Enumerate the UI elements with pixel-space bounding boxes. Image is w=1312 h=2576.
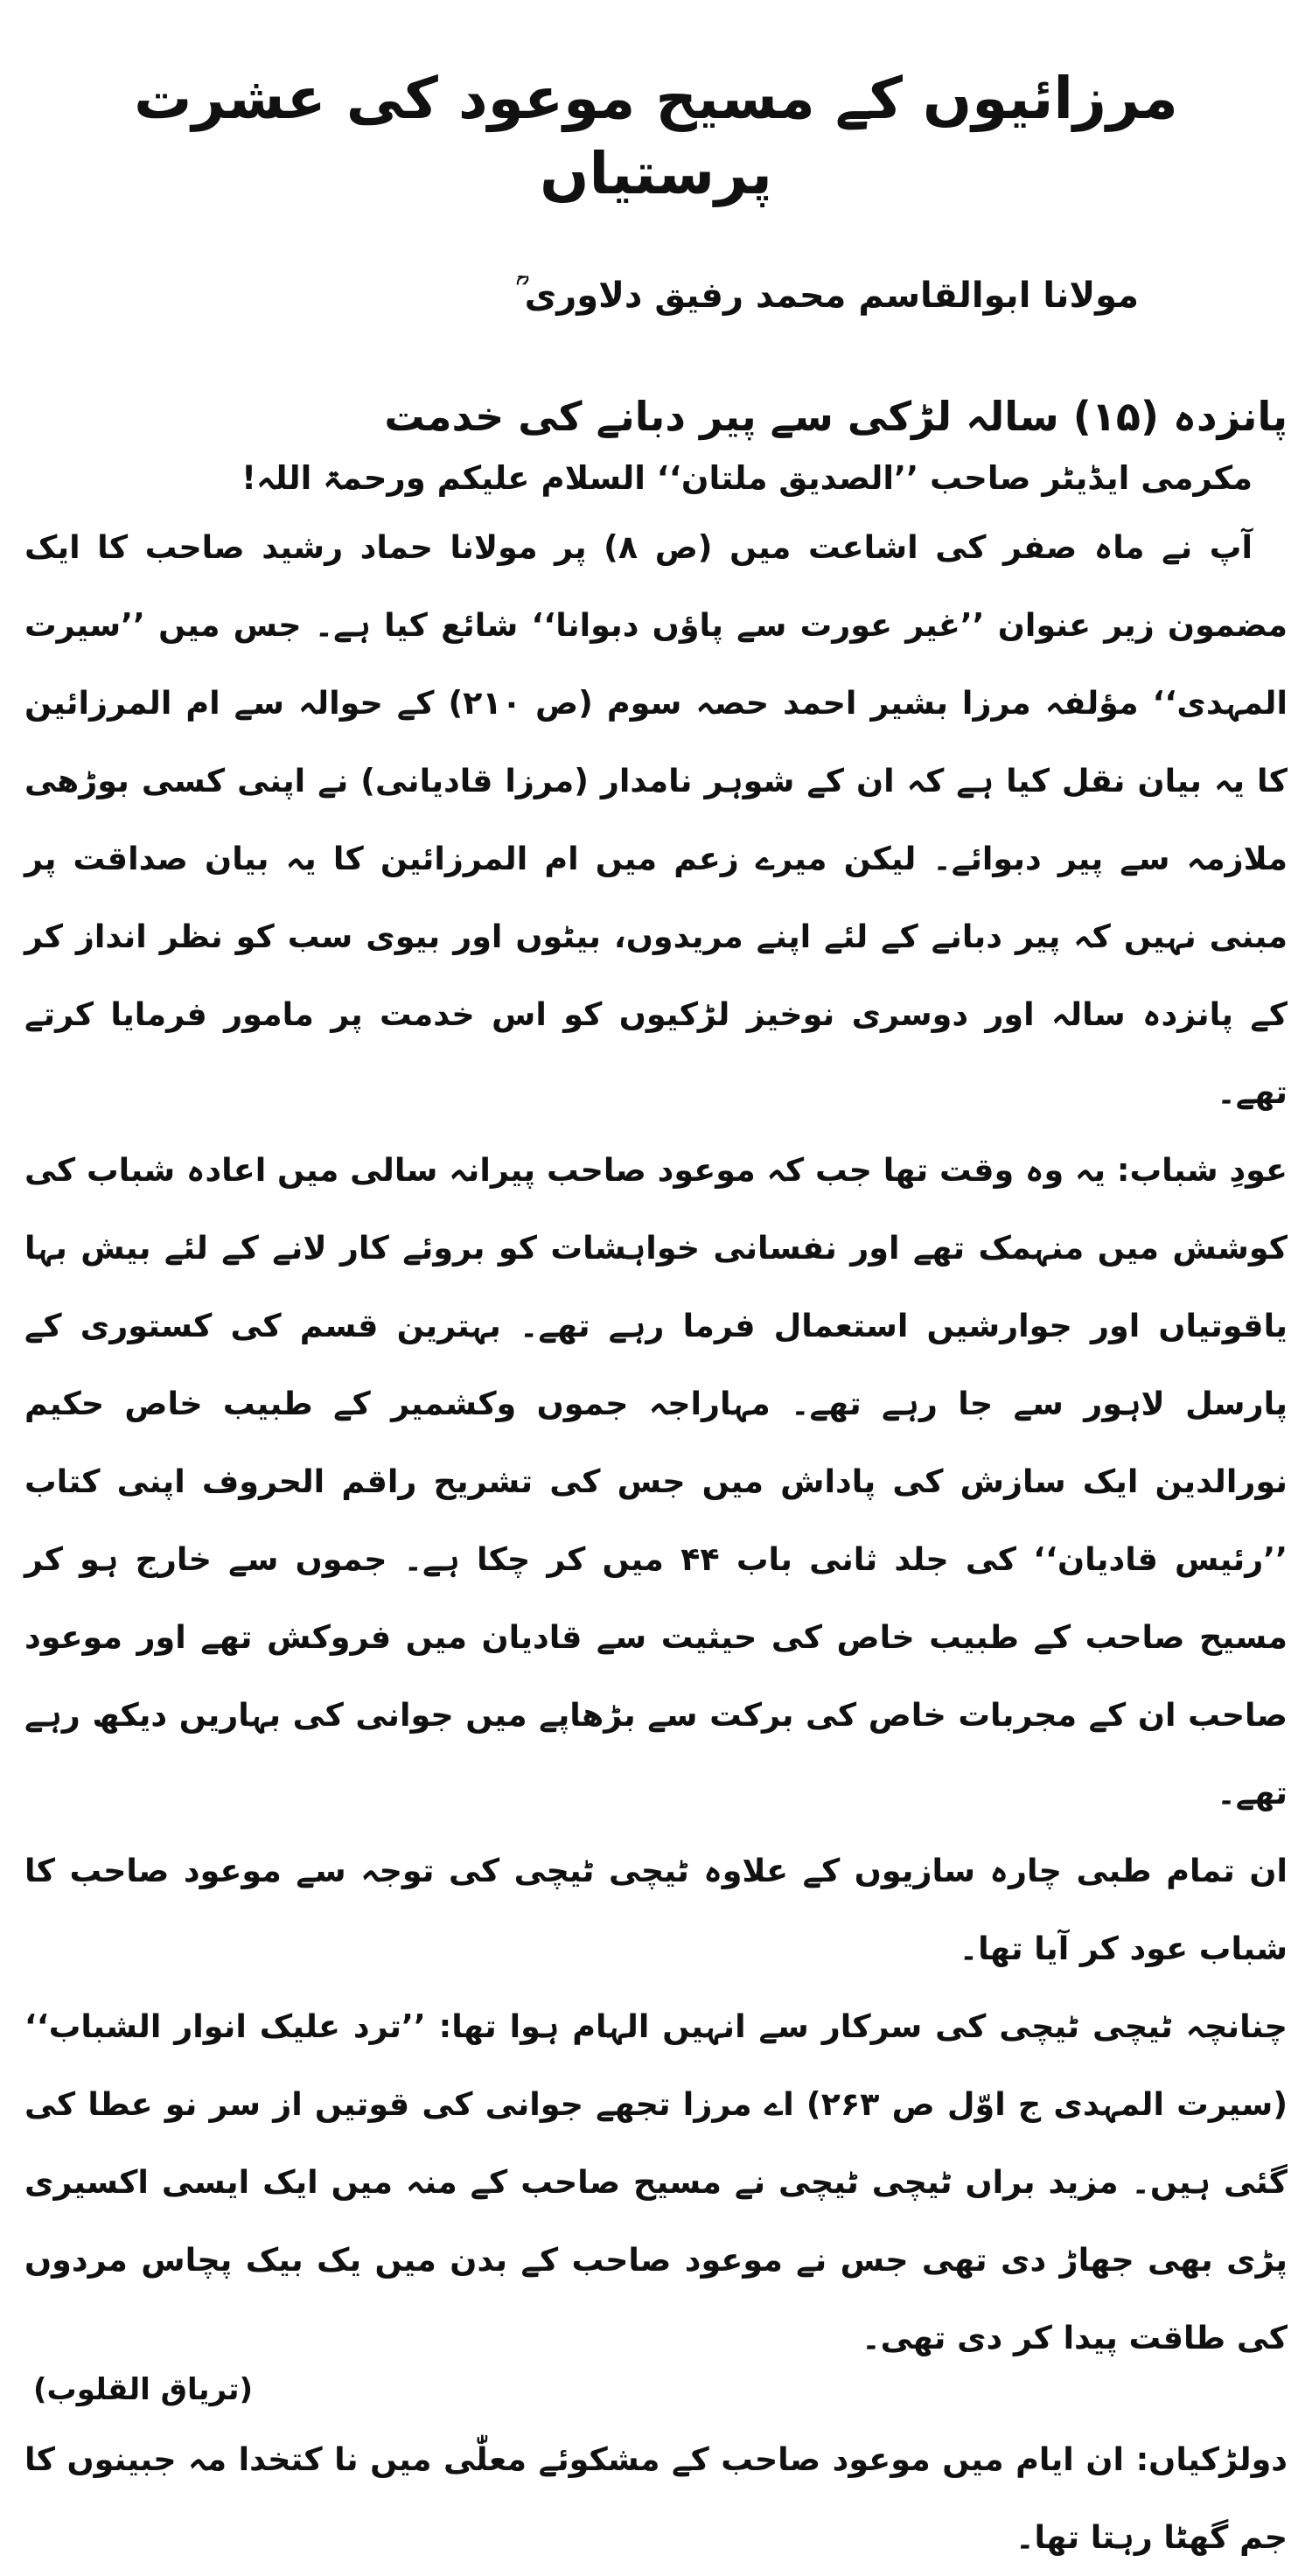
subheading-youth-return: عودِ شباب: xyxy=(1116,1151,1288,1190)
subheading-two-girls: دولڑکیاں: xyxy=(1135,2440,1288,2479)
paragraph-revelation: چنانچہ ٹیچی ٹیچی کی سرکار سے انہیں الہام ہوا تھا: ’’ترد علیک انوار الشباب‘‘ (سیرت المہدی ج اوّل ص ۲۶۳) اے مرزا تجھے جوانی کی قوتیں از سر نو عطا کی گئی ہیں۔ مزید براں ٹیچی ٹیچی نے مسیح صاحب کے منہ میں ایک ایسی اکسیری پڑی بھی جھاڑ دی تھی جس نے موعود صاحب کے بدن میں یک بیک پچاس مردوں کی طاقت پیدا کر دی تھی۔ xyxy=(24,2007,1288,2357)
paragraph-youth-return xyxy=(24,1131,1288,1832)
paragraph-youth-return-text: یہ وہ وقت تھا جب کہ موعود صاحب پیرانہ سالی میں اعادہ شباب کی کوشش میں منہمک تھے اور نفسانی خواہشات کو بروئے کار لانے کے لئے بیش بہا یاقوتیاں اور جوارشیں استعمال فرما رہے تھے۔ بہترین قسم کی کستوری کے پارسل لاہور سے جا رہے تھے۔ مہاراجہ جموں وکشمیر کے طبیب خاص حکیم نورالدین ایک سازش کی پاداش میں جس کی تشریح راقم الحروف اپنی کتاب ’’رئیس قادیان‘‘ کی جلد ثانی باب ۴۴ میں کر چکا ہے۔ جموں سے خارج ہو کر مسیح صاحب کے طبیب خاص کی حیثیت سے قادیان میں فروکش تھے اور موعود صاحب ان کے مجربات خاص کی برکت سے بڑھاپے میں جوانی کی بہاریں دیکھ رہے تھے۔ xyxy=(24,1151,1288,1812)
section-heading: پانزدہ (۱۵) سالہ لڑکی سے پیر دبانے کی خدمت xyxy=(384,392,1288,440)
paragraph-tichi-attention: ان تمام طبی چارہ سازیوں کے علاوہ ٹیچی ٹیچی کی توجہ سے موعود صاحب کا شباب عود کر آیا تھا۔ xyxy=(24,1852,1288,1968)
salutation-line: مکرمی ایڈیٹر صاحب ’’الصدیق ملتان‘‘ السلام علیکم ورحمۃ اللہ! xyxy=(241,458,1253,497)
source-citation: (تریاق القلوب) xyxy=(33,2372,254,2408)
article-title: مرزائیوں کے مسیح موعود کی عشرت پرستیاں xyxy=(134,65,1178,207)
paragraph-two-girls xyxy=(24,2420,1288,2576)
paragraph-two-girls-text: ان ایام میں موعود صاحب کے مشکوئے معلّٰی میں نا کتخدا مہ جبینوں کا جم گھٹا رہتا تھا۔ xyxy=(24,2440,1288,2557)
author-name: مولانا ابوالقاسم محمد رفیق دلاوری ؒ xyxy=(515,275,1139,316)
paragraph-letter-body: آپ نے ماہ صفر کی اشاعت میں (ص ۸) پر مولانا حماد رشید صاحب کا ایک مضمون زیر عنوان ’’غیر عورت سے پاؤں دبوانا‘‘ شائع کیا ہے۔ جس میں ’’سیرت المہدی‘‘ مؤلفہ مرزا بشیر احمد حصہ سوم (ص ۲۱۰) کے حوالہ سے ام المرزائین کا یہ بیان نقل کیا ہے کہ ان کے شوہر نامدار (مرزا قادیانی) نے اپنی کسی بوڑھی ملازمہ سے پیر دبوائے۔ لیکن میرے زعم میں ام المرزائین کا یہ بیان صداقت پر مبنی نہیں کہ پیر دبانے کے لئے اپنے مریدوں، بیٹوں اور بیوی سب کو نظر انداز کر کے پانزدہ سالہ اور دوسری نوخیز لڑکیوں کو اس خدمت پر مامور فرمایا کرتے تھے۔ xyxy=(24,528,1288,1112)
